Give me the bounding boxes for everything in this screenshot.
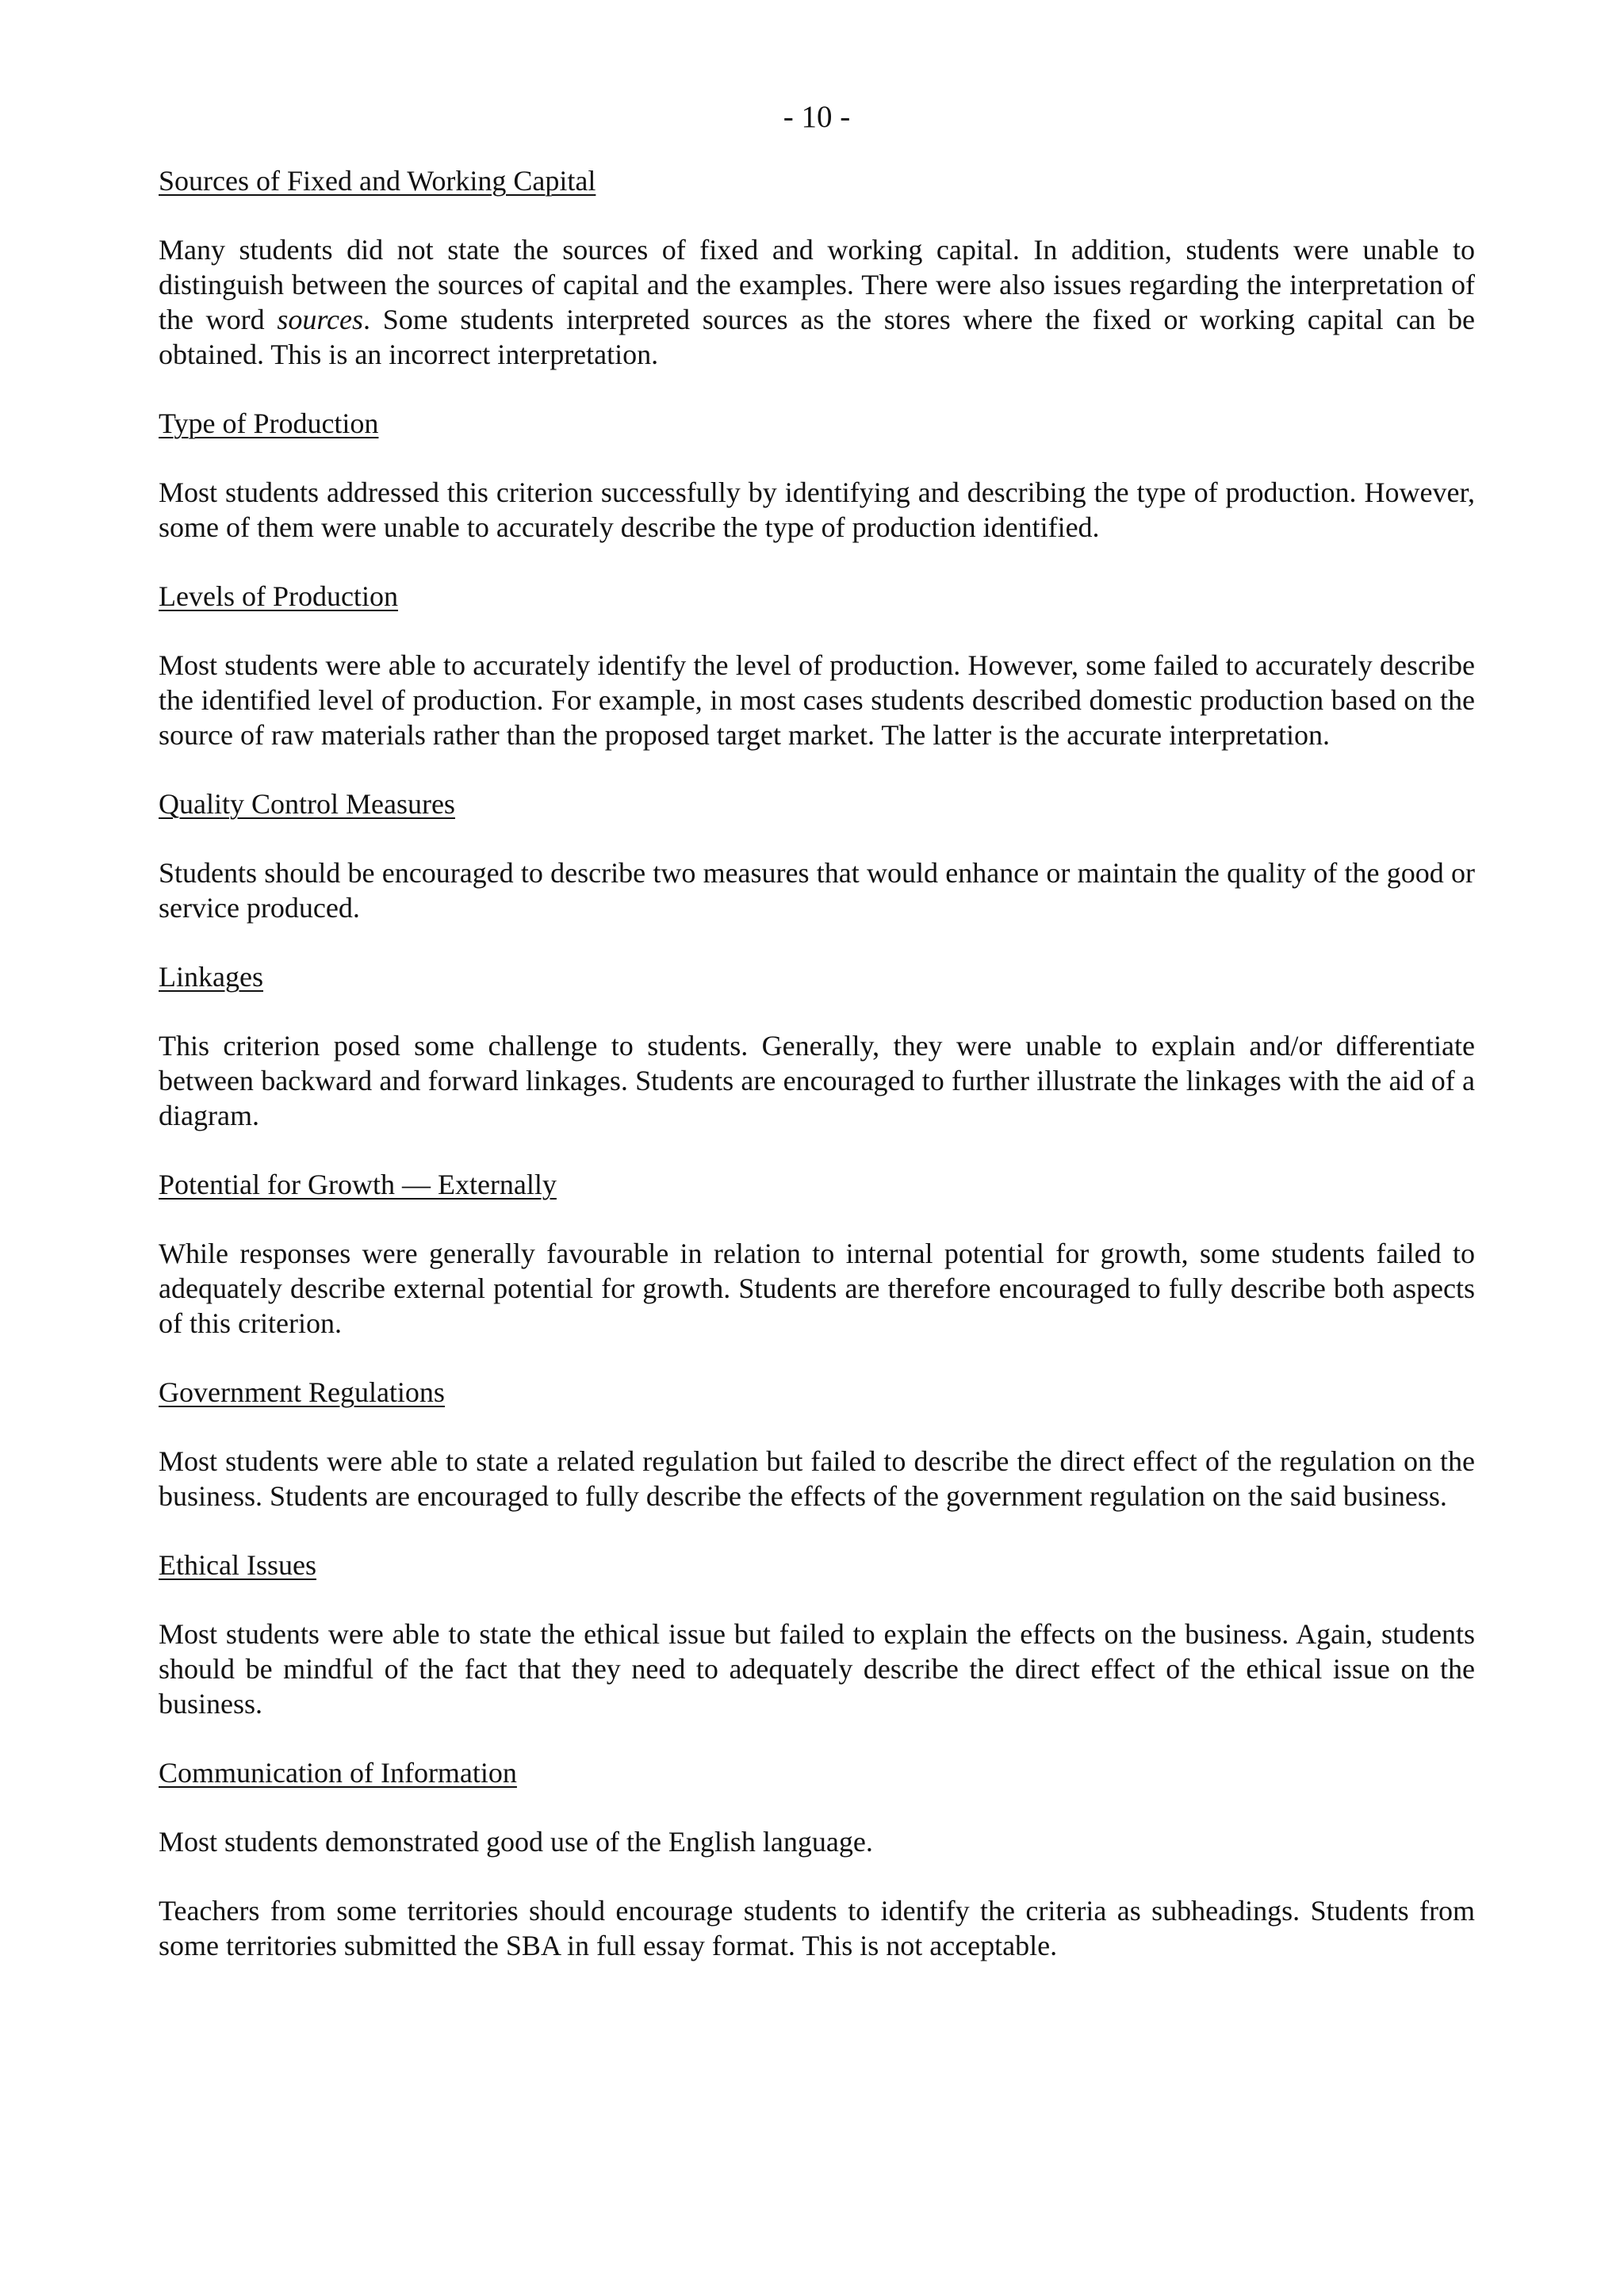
section-paragraph: While responses were generally favourable in relation to internal potential for growth, some students failed to adequately describe external potential for growth. Students are therefore encouraged to fully describe both aspects of this criterion. <box>159 1238 1475 1339</box>
section-ethical-issues <box>159 1548 1475 1721</box>
section-heading: Levels of Production <box>159 580 398 612</box>
section-heading: Government Regulations <box>159 1376 445 1408</box>
section-potential-for-growth <box>159 1167 1475 1341</box>
paragraph-text: . Some students interpreted sources as the stores where the fixed or working capital can be obtained. This is an incorrect interpretation. <box>159 304 1476 370</box>
section-paragraph <box>159 232 1475 372</box>
section-linkages <box>159 959 1475 1133</box>
section-paragraph: Most students were able to state the ethical issue but failed to explain the effects on the business. Again, students should be mindful of the fact that they need to adequately describe the direct effect of the ethical issue on the business. <box>159 1618 1475 1720</box>
section-type-of-production <box>159 406 1475 545</box>
section-heading: Quality Control Measures <box>159 788 455 820</box>
section-heading: Sources of Fixed and Working Capital <box>159 165 596 197</box>
section-communication-of-information <box>159 1755 1475 1963</box>
page-number: - 10 - <box>783 100 851 134</box>
section-heading: Communication of Information <box>159 1757 517 1789</box>
section-heading: Potential for Growth — Externally <box>159 1169 557 1200</box>
document-page <box>159 94 1475 1997</box>
section-paragraph: Most students were able to state a related regulation but failed to describe the direct effect of the regulation on the business. Students are encouraged to fully describe the effects of the government regulation on the said business. <box>159 1445 1475 1512</box>
section-levels-of-production <box>159 579 1475 752</box>
section-paragraph: Most students demonstrated good use of the English language. <box>159 1826 873 1858</box>
section-heading: Type of Production <box>159 408 379 439</box>
section-heading: Linkages <box>159 961 263 993</box>
section-heading: Ethical Issues <box>159 1549 316 1581</box>
section-government-regulations <box>159 1375 1475 1513</box>
section-paragraph: Students should be encouraged to describe two measures that would enhance or maintain the quality of the good or service produced. <box>159 857 1475 924</box>
emphasized-word: sources <box>277 304 364 335</box>
paragraph-text: Many students did not state the sources of fixed and working capital. In addition, students were unable to distinguish between the sources of capital and the examples. There were also issues regarding the interpretation of the word <box>159 234 1475 335</box>
section-paragraph: Most students were able to accurately identify the level of production. However, some failed to accurately describe the identified level of production. For example, in most cases students described domestic production based on the source of raw materials rather than the proposed target market. The latter is the accurate interpretation. <box>159 649 1475 751</box>
section-paragraph: Teachers from some territories should encourage students to identify the criteria as subheadings. Students from some territories submitted the SBA in full essay format. This is not acceptable. <box>159 1895 1475 1961</box>
section-sources-of-capital <box>159 163 1475 372</box>
section-paragraph: Most students addressed this criterion successfully by identifying and describing the type of production. However, some of them were unable to accurately describe the type of production identified. <box>159 476 1475 543</box>
section-quality-control <box>159 786 1475 925</box>
section-paragraph: This criterion posed some challenge to students. Generally, they were unable to explain and/or differentiate between backward and forward linkages. Students are encouraged to further illustrate the linkages with the aid of a diagram. <box>159 1030 1475 1131</box>
